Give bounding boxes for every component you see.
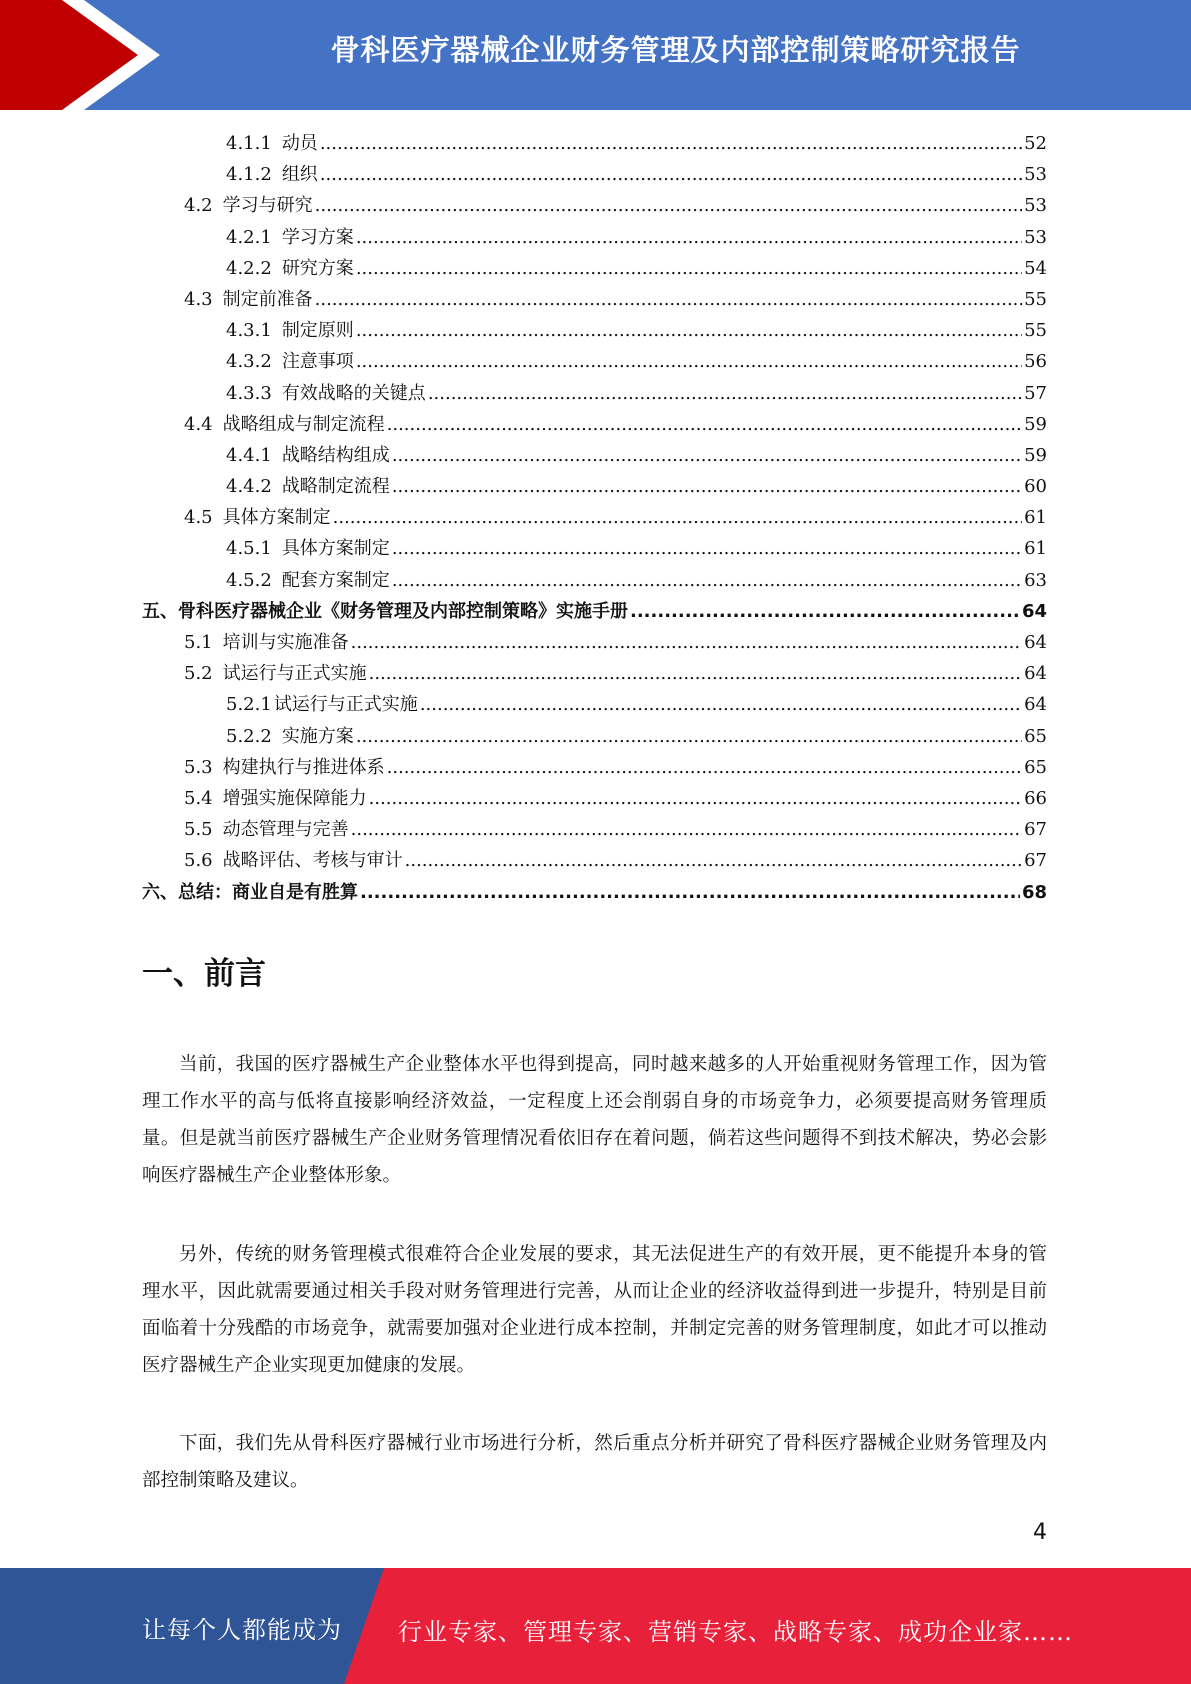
toc-entry-title: 制定前准备: [222, 288, 313, 310]
toc-entry-page: 66: [1024, 787, 1047, 809]
toc-dot-leader: [351, 627, 1022, 658]
toc-entry[interactable]: [142, 222, 1047, 253]
toc-entry[interactable]: [142, 190, 1047, 221]
toc-entry[interactable]: [142, 346, 1047, 377]
toc-dot-leader: [405, 845, 1022, 876]
toc-entry-title: 试运行与正式实施: [273, 694, 418, 716]
toc-entry-title: 培训与实施准备: [222, 632, 349, 653]
toc-entry-title: 制定原则: [281, 320, 354, 342]
toc-entry[interactable]: [142, 814, 1047, 845]
toc-dot-leader: [392, 565, 1022, 596]
toc-entry-page: 64: [1024, 632, 1047, 653]
toc-entry-number: 5.6: [184, 850, 213, 872]
toc-entry-number: 4.5.2: [226, 569, 272, 591]
toc-entry[interactable]: [142, 378, 1047, 409]
toc-entry-page: 55: [1024, 288, 1047, 310]
toc-dot-leader: [315, 284, 1022, 315]
toc-entry-number: 4.3.3: [226, 382, 272, 404]
toc-entry-number: 六、: [142, 881, 178, 903]
toc-dot-leader: [392, 471, 1022, 502]
toc-entry-page: 53: [1024, 195, 1047, 217]
paragraph: 下面，我们先从骨科医疗器械行业市场进行分析，然后重点分析并研究了骨科医疗器械企业财务管理及内部控制策略及建议。: [142, 1433, 1047, 1491]
toc-entry-page: 63: [1024, 569, 1047, 591]
toc-entry-number: 4.2.1: [226, 226, 272, 248]
toc-entry-number: 4.4: [184, 413, 213, 435]
toc-dot-leader: [630, 596, 1020, 627]
page-header: [0, 0, 1191, 110]
toc-entry-page: 67: [1024, 819, 1047, 841]
toc-entry-page: 54: [1024, 257, 1047, 279]
toc-entry-title: 试运行与正式实施: [222, 663, 367, 685]
toc-entry[interactable]: [142, 596, 1047, 627]
toc-entry-number: 5.5: [184, 819, 213, 841]
toc-entry-number: 5.2.2: [226, 725, 272, 747]
toc-entry[interactable]: [142, 128, 1047, 159]
toc-dot-leader: [369, 783, 1022, 814]
paragraph: 另外，传统的财务管理模式很难符合企业发展的要求，其无法促进生产的有效开展，更不能提升本身的管理水平，因此就需要通过相关手段对财务管理进行完善，从而让企业的经济收益得到进一步提升，特别是目前面临着十分残酷的市场竞争，就需要加强对企业进行成本控制，并制定完善的财务管理制度，如此才可以推动医疗器械生产企业实现更加健康的发展。: [142, 1244, 1047, 1376]
toc-entry-title: 具体方案制定: [281, 538, 390, 560]
toc-entry[interactable]: [142, 689, 1047, 720]
toc-entry-page: 68: [1021, 881, 1047, 903]
toc-entry-title: 具体方案制定: [222, 507, 331, 529]
toc-entry-number: 4.4.1: [226, 444, 272, 466]
toc-entry-number: 4.1.2: [226, 164, 272, 186]
toc-entry-title: 研究方案: [281, 257, 354, 279]
toc-entry-page: 55: [1024, 320, 1047, 342]
toc-dot-leader: [351, 814, 1022, 845]
toc-entry-number: 4.2: [184, 195, 213, 217]
toc-entry-number: 4.3.1: [226, 320, 272, 342]
toc-entry-number: 4.2.2: [226, 257, 272, 279]
toc-entry[interactable]: [142, 471, 1047, 502]
header-title: 骨科医疗器械企业财务管理及内部控制策略研究报告: [330, 33, 1021, 67]
toc-entry-title: 实施方案: [281, 725, 354, 747]
page-footer: [0, 1568, 1191, 1684]
toc-dot-leader: [392, 533, 1022, 564]
toc-entry[interactable]: [142, 253, 1047, 284]
toc-entry-number: 4.5: [184, 507, 213, 529]
toc-entry[interactable]: [142, 533, 1047, 564]
toc-entry-title: 增强实施保障能力: [222, 787, 367, 809]
toc-entry-number: 5.3: [184, 756, 213, 778]
toc-entry[interactable]: [142, 752, 1047, 783]
toc-entry[interactable]: [142, 783, 1047, 814]
toc-entry-title: 战略组成与制定流程: [222, 413, 385, 435]
toc-entry-number: 5.2.1: [226, 694, 272, 716]
toc-dot-leader: [369, 658, 1022, 689]
toc-entry-page: 57: [1024, 382, 1047, 404]
toc-entry-page: 59: [1024, 444, 1047, 466]
toc-entry-title: 战略评估、考核与审计: [222, 850, 403, 872]
footer-slogan-left: 让每个人都能成为: [142, 1616, 342, 1644]
toc-entry-number: 4.4.2: [226, 476, 272, 498]
toc-entry[interactable]: [142, 658, 1047, 689]
toc-entry-number: 5.4: [184, 787, 213, 809]
toc-entry-number: 4.3.2: [226, 351, 272, 373]
toc-entry-title: 战略制定流程: [281, 476, 390, 498]
toc-entry-page: 64: [1021, 600, 1047, 622]
toc-dot-leader: [420, 689, 1022, 720]
toc-entry[interactable]: [142, 721, 1047, 752]
toc-dot-leader: [387, 752, 1022, 783]
toc-entry-title: 动员: [281, 133, 318, 154]
toc-entry-page: 52: [1024, 133, 1047, 154]
toc-entry-title: 构建执行与推进体系: [222, 756, 385, 778]
toc-entry-page: 56: [1024, 351, 1047, 373]
toc-dot-leader: [356, 222, 1022, 253]
toc-dot-leader: [356, 253, 1022, 284]
toc-entry[interactable]: [142, 627, 1047, 658]
toc-entry-page: 65: [1024, 725, 1047, 747]
toc-entry-title: 战略结构组成: [281, 444, 390, 466]
toc-entry-number: 4.5.1: [226, 538, 272, 560]
toc-entry-number: 4.3: [184, 288, 213, 310]
toc-entry[interactable]: [142, 284, 1047, 315]
toc-dot-leader: [356, 721, 1022, 752]
paragraph: 当前，我国的医疗器械生产企业整体水平也得到提高，同时越来越多的人开始重视财务管理工作，因为管理工作水平的高与低将直接影响经济效益，一定程度上还会削弱自身的市场竞争力，必须要提高财务管理质量。但是就当前医疗器械生产企业财务管理情况看依旧存在着问题，倘若这些问题得不到技术解决，势必会影响医疗器械生产企业整体形象。: [142, 1054, 1047, 1186]
toc-entry[interactable]: [142, 440, 1047, 471]
section-title: 一、前言: [142, 956, 266, 992]
toc-entry-title: 总结：商业自是有胜算: [178, 881, 358, 903]
toc-entry-title: 配套方案制定: [281, 569, 390, 591]
toc-entry-page: 67: [1024, 850, 1047, 872]
page-number: 4: [1033, 1520, 1047, 1545]
toc-entry-title: 注意事项: [281, 351, 354, 373]
toc-dot-leader: [333, 502, 1022, 533]
toc-entry[interactable]: [142, 159, 1047, 190]
toc-entry[interactable]: [142, 315, 1047, 346]
toc-dot-leader: [392, 440, 1022, 471]
toc-entry-number: 5.2: [184, 663, 213, 685]
toc-entry-page: 61: [1024, 538, 1047, 560]
toc-entry-number: 5.1: [184, 632, 213, 653]
toc-entry-title: 学习方案: [281, 226, 354, 248]
toc-entry-page: 59: [1024, 413, 1047, 435]
toc-dot-leader: [320, 128, 1022, 159]
toc-dot-leader: [320, 159, 1022, 190]
toc-dot-leader: [315, 190, 1022, 221]
toc-entry-title: 骨科医疗器械企业《财务管理及内部控制策略》实施手册: [178, 600, 628, 622]
toc-dot-leader: [387, 409, 1022, 440]
toc-entry-title: 组织: [281, 164, 318, 186]
toc-entry-title: 有效战略的关键点: [281, 382, 426, 404]
toc-entry-page: 64: [1024, 694, 1047, 716]
toc-entry[interactable]: [142, 845, 1047, 876]
header-arrow-graphic: [0, 0, 220, 110]
toc-entry-page: 61: [1024, 507, 1047, 529]
toc-entry-page: 60: [1024, 476, 1047, 498]
toc-entry-number: 4.1.1: [226, 133, 272, 154]
toc-dot-leader: [360, 877, 1020, 908]
toc-entry-page: 53: [1024, 164, 1047, 186]
toc-entry-page: 53: [1024, 226, 1047, 248]
toc-entry-title: 动态管理与完善: [222, 819, 349, 841]
toc-entry-page: 64: [1024, 663, 1047, 685]
toc-dot-leader: [428, 378, 1022, 409]
footer-slogan-right: 行业专家、管理专家、营销专家、战略专家、成功企业家……: [398, 1618, 1073, 1646]
toc-dot-leader: [356, 315, 1022, 346]
toc-entry-number: 五、: [142, 600, 178, 622]
toc-entry[interactable]: [142, 565, 1047, 596]
toc-dot-leader: [356, 346, 1022, 377]
toc-entry[interactable]: [142, 409, 1047, 440]
toc-entry-page: 65: [1024, 756, 1047, 778]
table-of-contents: [142, 128, 1047, 908]
toc-entry-title: 学习与研究: [222, 195, 313, 217]
toc-entry[interactable]: [142, 502, 1047, 533]
toc-entry[interactable]: [142, 877, 1047, 908]
